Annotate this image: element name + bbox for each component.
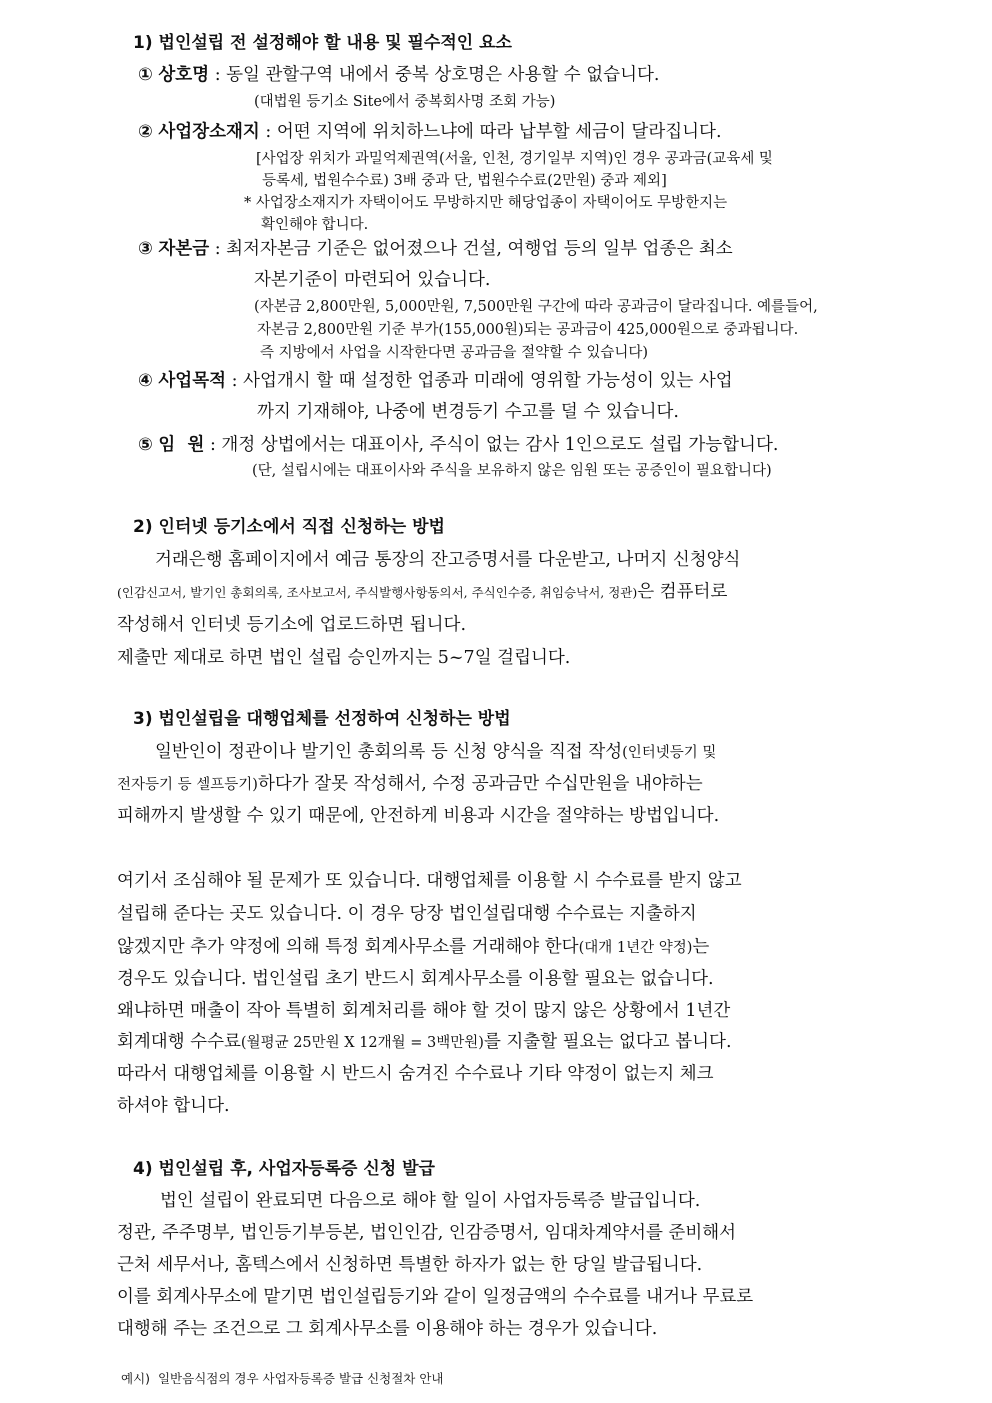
paragraph-text: 를 지출할 필요는 없다고 봅니다.	[483, 1032, 732, 1052]
item-text: : 개정 상법에서는 대표이사, 주식이 없는 감사 1인으로도 설립 가능합니다.	[204, 435, 779, 455]
paragraph-line: 경우도 있습니다. 법인설립 초기 반드시 회계사무소를 이용할 필요는 없습니다.	[117, 969, 714, 989]
form-list-small: (인감신고서, 발기인 총회의록, 조사보고서, 주식발행사항동의서, 주식인수증, 취임승낙서, 정관)	[117, 585, 638, 600]
paragraph-line	[117, 771, 703, 797]
paragraph-line: 근처 세무서나, 홈텍스에서 신청하면 특별한 하자가 없는 한 당일 발급됩니다.	[117, 1255, 703, 1275]
item-note: * 사업장소재지가 자택이어도 무방하지만 해당업종이 자택이어도 무방한지는	[244, 195, 728, 211]
item-label: 사업목적	[158, 371, 227, 391]
paragraph-line: 법인 설립이 완료되면 다음으로 해야 할 일이 사업자등록증 발급입니다.	[160, 1191, 701, 1211]
paragraph-line: 정관, 주주명부, 법인등기부등본, 법인인감, 인감증명서, 임대차계약서를 준비해서	[117, 1223, 737, 1243]
paragraph-line	[117, 1029, 732, 1055]
paragraph-line	[117, 934, 709, 960]
item-business-purpose	[138, 368, 733, 394]
paragraph-text: 하다가 잘못 작성해서, 수정 공과금만 수십만원을 내야하는	[257, 774, 703, 794]
paragraph-line	[155, 739, 716, 765]
paragraph-line: 따라서 대행업체를 이용할 시 반드시 숨겨진 수수료나 기타 약정이 없는지 체크	[117, 1064, 714, 1084]
paragraph-text: 않겠지만 추가 약정에 의해 특정 회계사무소를 거래해야 한다	[117, 937, 579, 957]
paragraph-text: 는	[692, 937, 710, 957]
item-business-location	[138, 119, 722, 145]
item-note: 즉 지방에서 사업을 시작한다면 공과금을 절약할 수 있습니다)	[260, 345, 649, 361]
item-label: 임 원	[158, 435, 205, 455]
section-2-title: 2) 인터넷 등기소에서 직접 신청하는 방법	[133, 517, 445, 537]
section-3-title: 3) 법인설립을 대행업체를 선정하여 신청하는 방법	[133, 709, 511, 729]
item-trade-name	[138, 62, 659, 88]
section-4-title: 4) 법인설립 후, 사업자등록증 신청 발급	[133, 1159, 435, 1179]
paragraph-line: 제출만 제대로 하면 법인 설립 승인까지는 5~7일 걸립니다.	[117, 648, 571, 668]
item-label: 상호명	[158, 65, 210, 85]
paragraph-line: 대행해 주는 조건으로 그 회계사무소를 이용해야 하는 경우가 있습니다.	[117, 1319, 658, 1339]
item-capital	[138, 236, 733, 262]
paragraph-small: (인터넷등기 및	[622, 745, 717, 761]
item-text: : 최저자본금 기준은 없어졌으나 건설, 여행업 등의 일부 업종은 최소	[209, 239, 733, 259]
paragraph-line: 거래은행 홈페이지에서 예금 통장의 잔고증명서를 다운받고, 나머지 신청양식	[155, 550, 741, 570]
paragraph-line: 하셔야 합니다.	[117, 1096, 230, 1116]
paragraph-line: 설립해 준다는 곳도 있습니다. 이 경우 당장 법인설립대행 수수료는 지출하지	[117, 904, 697, 924]
item-continuation: 까지 기재해야, 나중에 변경등기 수고를 덜 수 있습니다.	[257, 402, 679, 422]
paragraph-line: 피해까지 발생할 수 있기 때문에, 안전하게 비용과 시간을 절약하는 방법입니다.	[117, 806, 720, 826]
item-officers	[138, 432, 778, 458]
item-note: 확인해야 합니다.	[261, 217, 369, 233]
item-label: 사업장소재지	[158, 122, 260, 142]
item-note: (대법원 등기소 Site에서 중복회사명 조회 가능)	[254, 94, 556, 110]
paragraph-line	[117, 579, 727, 606]
item-note: (단, 설립시에는 대표이사와 주식을 보유하지 않은 임원 또는 공증인이 필요합니다)	[252, 463, 772, 479]
paragraph-text: 회계대행 수수료	[117, 1032, 241, 1052]
item-continuation: 자본기준이 마련되어 있습니다.	[254, 270, 491, 290]
item-note: (자본금 2,800만원, 5,000만원, 7,500만원 구간에 따라 공과금이 달라집니다. 예를들어,	[254, 299, 818, 315]
item-number: ⑤	[138, 435, 153, 455]
item-text: : 동일 관할구역 내에서 중복 상호명은 사용할 수 없습니다.	[209, 65, 660, 85]
section-1-title: 1) 법인설립 전 설정해야 할 내용 및 필수적인 요소	[133, 33, 512, 53]
paragraph-text: 일반인이 정관이나 발기인 총회의록 등 신청 양식을 직접 작성	[155, 742, 623, 762]
item-number: ④	[138, 371, 153, 391]
item-label: 자본금	[158, 239, 210, 259]
paragraph-text: 은 컴퓨터로	[637, 582, 728, 602]
paragraph-line: 이를 회계사무소에 맡기면 법인설립등기와 같이 일정금액의 수수료를 내거나 무료로	[117, 1287, 754, 1307]
item-number: ③	[138, 239, 153, 259]
example-footer: 예시) 일반음식점의 경우 사업자등록증 발급 신청절차 안내	[121, 1371, 444, 1386]
item-number: ②	[138, 122, 153, 142]
paragraph-small: (월평균 25만원 X 12개월 = 3백만원)	[240, 1035, 484, 1051]
item-number: ①	[138, 65, 153, 85]
paragraph-line: 여기서 조심해야 될 문제가 또 있습니다. 대행업체를 이용할 시 수수료를 받지 않고	[117, 871, 742, 891]
item-note: [사업장 위치가 과밀억제권역(서울, 인천, 경기일부 지역)인 경우 공과금(교육세 및	[256, 151, 773, 167]
paragraph-small: (대개 1년간 약정)	[578, 940, 693, 956]
item-text: : 어떤 지역에 위치하느냐에 따라 납부할 세금이 달라집니다.	[259, 122, 722, 142]
item-note: 자본금 2,800만원 기준 부가(155,000원)되는 공과금이 425,000원으로 중과됩니다.	[257, 322, 799, 338]
item-text: : 사업개시 할 때 설정한 업종과 미래에 영위할 가능성이 있는 사업	[226, 371, 733, 391]
item-note: 등록세, 법원수수료) 3배 중과 단, 법원수수료(2만원) 중과 제외]	[262, 173, 667, 189]
paragraph-line: 작성해서 인터넷 등기소에 업로드하면 됩니다.	[117, 615, 467, 635]
paragraph-line: 왜냐하면 매출이 작아 특별히 회계처리를 해야 할 것이 많지 않은 상황에서 1년간	[117, 1001, 731, 1021]
paragraph-small: 전자등기 등 셀프등기)	[117, 777, 258, 793]
